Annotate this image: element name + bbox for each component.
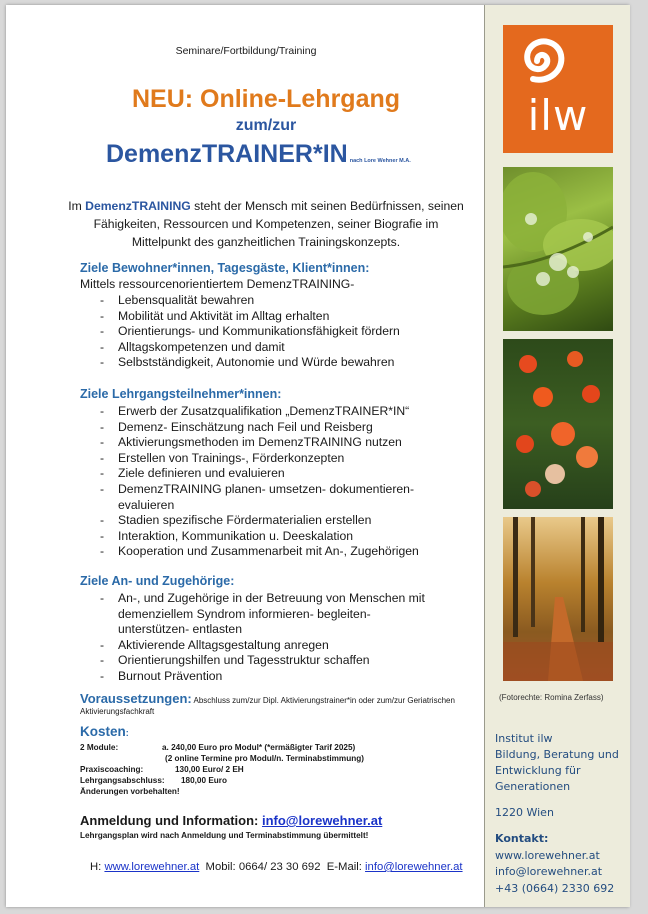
list-item: - Aktivierende Alltagsgestaltung anregen [80, 638, 470, 654]
institute-name: Institut ilw [495, 732, 553, 745]
list-item: - Interaktion, Kommunikation u. Deeskalation [80, 529, 470, 545]
list-item: - Kooperation und Zusammenarbeit mit An-, Zugehörigen [80, 544, 470, 560]
costs-heading-colon: : [125, 728, 129, 738]
photo-credit: (Fotorechte: Romina Zerfass) [499, 693, 604, 702]
goal-list [80, 591, 470, 685]
kicker-text: Seminare/Fortbildung/Training [175, 45, 317, 57]
list-item: - Alltagskompetenzen und damit [80, 340, 470, 356]
photo-leaves [503, 167, 613, 331]
section-heading: Ziele Lehrgangsteilnehmer*innen: [80, 387, 282, 401]
requirements-text: Abschluss zum/zur Dipl. Aktivierungstrainer*in oder zum/zur Geriatrischen Aktivierungsfachkraft [80, 696, 455, 716]
institute-line: Generationen [495, 780, 571, 793]
course-name: DemenzTRAINER*IN [106, 140, 348, 168]
requirements-heading: Voraussetzungen: [80, 691, 192, 706]
list-item: - An-, und Zugehörige in der Betreuung von Menschen mit demenziellem Syndrom informieren- begleiten- unterstützen- entlasten [80, 591, 443, 638]
registration-email-link[interactable]: info@lorewehner.at [261, 813, 383, 828]
contact-email: info@lorewehner.at [495, 865, 603, 878]
costs-row [80, 753, 470, 764]
list-item: - Mobilität und Aktivität im Alltag erhalten [80, 309, 470, 325]
list-item: - Orientierungshilfen und Tagesstruktur schaffen [80, 653, 470, 669]
costs-label: 2 Module: [80, 743, 119, 752]
list-item: - DemenzTRAINING planen- umsetzen- dokumentieren- evaluieren [80, 482, 418, 513]
section-heading: Ziele An- und Zugehörige: [80, 574, 235, 588]
intro-highlight: DemenzTRAINING [85, 199, 191, 213]
list-item: - Lebensqualität bewahren [80, 293, 470, 309]
registration-line [80, 813, 382, 828]
contact-heading: Kontakt: [495, 832, 549, 845]
costs-heading [80, 724, 129, 739]
leaf-drops-image [503, 167, 613, 331]
main-column [6, 5, 486, 907]
section-heading: Ziele Bewohner*innen, Tagesgäste, Klient*innen: [80, 261, 370, 275]
list-item: - Ziele definieren und evaluieren [80, 466, 470, 482]
requirements [80, 693, 470, 717]
goal-list [80, 293, 470, 371]
costs-table [80, 742, 470, 797]
photo-flowers [503, 339, 613, 509]
subtitle: zum/zur [235, 117, 297, 134]
list-item: - Aktivierungsmethoden im DemenzTRAINING nutzen [80, 435, 470, 451]
costs-label: Lehrgangsabschluss: [80, 776, 165, 785]
list-item: - Selbstständigkeit, Autonomie und Würde bewahren [80, 355, 470, 371]
costs-label: Praxiscoaching: [80, 765, 144, 774]
page-title: NEU: Online-Lehrgang [131, 85, 401, 113]
list-item: - Erwerb der Zusatzqualifikation „DemenzTRAINER*IN“ [80, 404, 470, 420]
institute-line: Entwicklung für [495, 764, 581, 777]
orange-flowers-image [503, 339, 613, 509]
contact-phone: +43 (0664) 2330 692 [495, 881, 615, 895]
costs-note: (2 online Termine pro Modul/n. Terminabstimmung) [165, 754, 364, 763]
costs-disclaimer: Änderungen vorbehalten! [80, 787, 180, 796]
sidebar [484, 5, 630, 907]
document-page [6, 5, 629, 907]
costs-row [80, 775, 470, 786]
footer-h-label: H: [90, 861, 105, 873]
section-clients [80, 261, 470, 371]
list-item: - Orientierungs- und Kommunikationsfähigkeit fördern [80, 324, 470, 340]
institute-city: 1220 Wien [495, 806, 554, 819]
costs-heading-label: Kosten [80, 724, 126, 739]
course-note: nach Lore Wehner M.A. [349, 158, 411, 164]
footer-website-link[interactable]: www.lorewehner.at [104, 861, 200, 873]
course-title [106, 140, 411, 169]
registration-note: Lehrgangsplan wird nach Anmeldung und Terminabstimmung übermittelt! [80, 831, 369, 840]
list-item: - Stadien spezifische Fördermaterialien erstellen [80, 513, 470, 529]
costs-value: a. 240,00 Euro pro Modul* (*ermäßigter Tarif 2025) [162, 743, 356, 752]
ilw-logo [503, 25, 613, 153]
photo-forest-path [503, 517, 613, 681]
autumn-forest-image [503, 517, 613, 681]
institute-line: Bildung, Beratung und [495, 748, 619, 761]
footer-phone: Mobil: 0664/ 23 30 692 E-Mail: [199, 861, 366, 873]
footer-contact [90, 861, 463, 873]
logo-text: ilw [527, 91, 589, 140]
section-lead: Mittels ressourcenorientiertem DemenzTRAINING- [80, 277, 355, 291]
institute-info [495, 731, 619, 821]
costs-row [80, 764, 470, 775]
contact-web: www.lorewehner.at [495, 848, 600, 862]
costs-row [80, 742, 470, 753]
intro-paragraph [66, 197, 466, 251]
registration-label: Anmeldung und Information: [80, 813, 262, 828]
intro-before: Im [68, 199, 86, 213]
footer-email-link[interactable]: info@lorewehner.at [365, 861, 463, 873]
list-item: - Burnout Prävention [80, 669, 470, 685]
section-participants [80, 387, 470, 560]
costs-value: 180,00 Euro [181, 776, 227, 785]
contact-block [495, 831, 614, 897]
costs-value: 130,00 Euro/ 2 EH [175, 765, 244, 774]
list-item: - Erstellen von Trainings-, Förderkonzepten [80, 451, 470, 467]
section-relatives [80, 574, 470, 685]
intro-after: steht der Mensch mit seinen Bedürfnissen, seinen Fähigkeiten, Ressourcen und Kompetenzen, seiner Biografie im Mittelpunkt des ganzheitlichen Trainingskonzepts. [93, 199, 464, 249]
costs-row [80, 786, 470, 797]
goal-list [80, 404, 470, 560]
list-item: - Demenz- Einschätzung nach Feil und Reisberg [80, 420, 470, 436]
